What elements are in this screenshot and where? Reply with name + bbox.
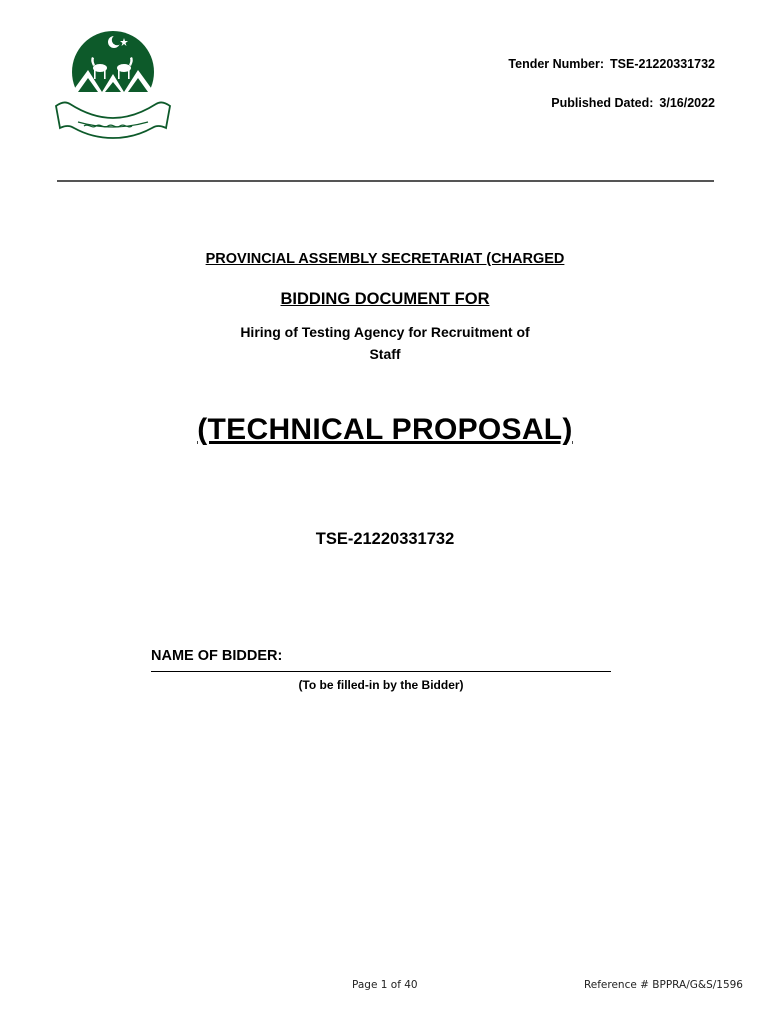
organization-name: PROVINCIAL ASSEMBLY SECRETARIAT (CHARGED — [205, 251, 565, 267]
subject-line-2: Staff — [369, 346, 401, 362]
subject-line-1: Hiring of Testing Agency for Recruitment of — [240, 324, 530, 340]
reference-number: Reference # BPPRA/G&S/1596 — [583, 979, 743, 991]
bidding-document-title: BIDDING DOCUMENT FOR — [280, 290, 490, 308]
proposal-type-heading: (TECHNICAL PROPOSAL) — [197, 413, 573, 446]
published-date-value: 3/16/2022 — [659, 96, 715, 110]
tender-number-label: Tender Number: — [508, 57, 605, 71]
tender-subject — [0, 321, 770, 365]
tender-number-value: TSE-21220331732 — [610, 57, 715, 71]
tender-number-heading: TSE-21220331732 — [315, 530, 455, 548]
header-divider — [57, 180, 714, 182]
bidder-name-hint: (To be filled-in by the Bidder) — [298, 678, 464, 692]
bidder-name-label: NAME OF BIDDER: — [151, 648, 283, 664]
tender-number — [508, 57, 715, 71]
published-date — [551, 96, 715, 110]
published-date-label: Published Dated: — [551, 96, 654, 110]
balochistan-emblem-icon — [50, 28, 176, 146]
page-number: Page 1 of 40 — [352, 979, 418, 991]
bidder-name-field[interactable] — [151, 671, 611, 672]
